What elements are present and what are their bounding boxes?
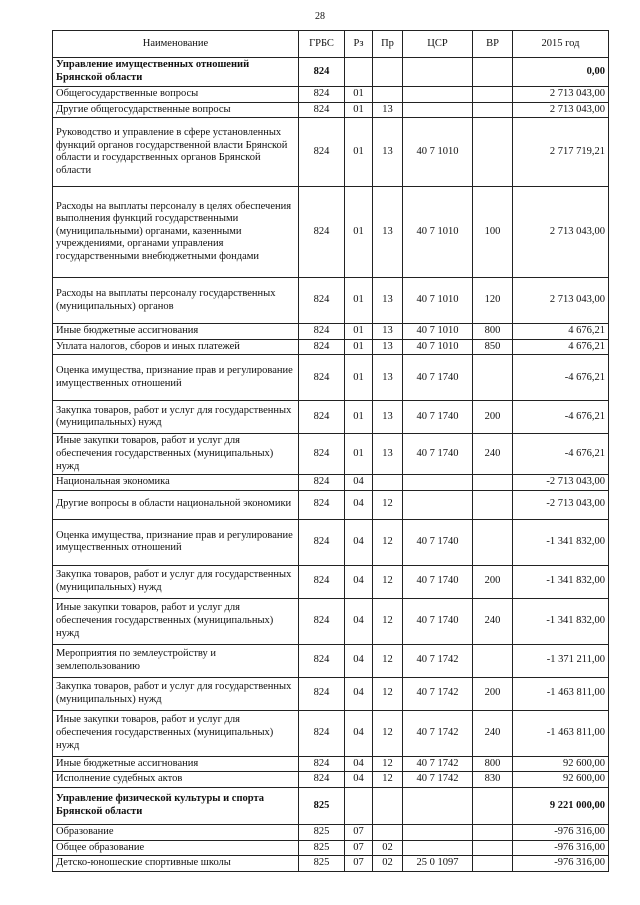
row-rz: 04 — [345, 772, 373, 788]
row-amount: -4 676,21 — [513, 434, 609, 475]
table-row — [53, 565, 609, 598]
row-csr: 40 7 1742 — [403, 710, 473, 756]
row-csr: 40 7 1742 — [403, 644, 473, 677]
table-row — [53, 278, 609, 324]
row-csr: 40 7 1010 — [403, 278, 473, 324]
row-pr: 12 — [373, 644, 403, 677]
row-grbs: 824 — [299, 756, 345, 772]
row-rz — [345, 58, 373, 87]
row-grbs: 824 — [299, 278, 345, 324]
row-csr — [403, 475, 473, 491]
row-rz: 04 — [345, 565, 373, 598]
row-rz: 01 — [345, 401, 373, 434]
row-name: Расходы на выплаты персоналу в целях обеспечения выполнения функций государственными (муниципальными) органами, казенными учреждениями, органами управления государственными внебюджетными фондами — [53, 187, 299, 278]
row-name: Детско-юношеские спортивные школы — [53, 856, 299, 872]
row-name: Иные закупки товаров, работ и услуг для обеспечения государственных (муниципальных) нужд — [53, 434, 299, 475]
row-name: Закупка товаров, работ и услуг для государственных (муниципальных) нужд — [53, 401, 299, 434]
row-pr: 13 — [373, 187, 403, 278]
row-vr: 240 — [473, 710, 513, 756]
row-csr — [403, 87, 473, 103]
header-year: 2015 год — [513, 31, 609, 58]
row-rz: 04 — [345, 756, 373, 772]
row-amount: 4 676,21 — [513, 324, 609, 340]
row-amount: -2 713 043,00 — [513, 490, 609, 519]
row-amount: -976 316,00 — [513, 840, 609, 856]
row-name: Закупка товаров, работ и услуг для государственных (муниципальных) нужд — [53, 677, 299, 710]
row-csr: 40 7 1742 — [403, 772, 473, 788]
row-pr — [373, 87, 403, 103]
row-vr: 200 — [473, 401, 513, 434]
row-amount: -1 341 832,00 — [513, 519, 609, 565]
row-amount: 92 600,00 — [513, 756, 609, 772]
table-row — [53, 118, 609, 187]
row-grbs: 824 — [299, 644, 345, 677]
row-rz: 01 — [345, 324, 373, 340]
table-header-row — [53, 31, 609, 58]
row-pr: 12 — [373, 756, 403, 772]
row-amount: -1 463 811,00 — [513, 677, 609, 710]
row-name: Иные закупки товаров, работ и услуг для обеспечения государственных (муниципальных) нужд — [53, 710, 299, 756]
row-csr: 40 7 1740 — [403, 519, 473, 565]
row-amount: 2 713 043,00 — [513, 187, 609, 278]
row-pr — [373, 475, 403, 491]
row-rz: 01 — [345, 118, 373, 187]
row-name: Оценка имущества, признание прав и регулирование имущественных отношений — [53, 519, 299, 565]
row-vr — [473, 87, 513, 103]
table-row — [53, 355, 609, 401]
row-vr: 800 — [473, 756, 513, 772]
table-row — [53, 475, 609, 491]
row-rz: 04 — [345, 490, 373, 519]
row-amount: 2 713 043,00 — [513, 102, 609, 118]
row-pr: 12 — [373, 710, 403, 756]
header-csr: ЦСР — [403, 31, 473, 58]
row-grbs: 825 — [299, 824, 345, 840]
table-row — [53, 840, 609, 856]
row-pr — [373, 787, 403, 824]
row-name: Общее образование — [53, 840, 299, 856]
row-vr: 200 — [473, 565, 513, 598]
row-grbs: 824 — [299, 102, 345, 118]
row-grbs: 824 — [299, 490, 345, 519]
row-vr — [473, 58, 513, 87]
row-amount: 2 713 043,00 — [513, 278, 609, 324]
row-rz: 01 — [345, 187, 373, 278]
table-row — [53, 598, 609, 644]
row-grbs: 824 — [299, 187, 345, 278]
table-row — [53, 324, 609, 340]
row-csr: 40 7 1742 — [403, 677, 473, 710]
row-vr — [473, 118, 513, 187]
row-grbs: 824 — [299, 519, 345, 565]
row-name: Руководство и управление в сфере установленных функций органов государственной власти Брянской области и государственных органов Брянской области — [53, 118, 299, 187]
row-name: Другие общегосударственные вопросы — [53, 102, 299, 118]
row-amount: 4 676,21 — [513, 339, 609, 355]
row-vr — [473, 519, 513, 565]
row-csr — [403, 490, 473, 519]
row-grbs: 824 — [299, 598, 345, 644]
row-pr — [373, 824, 403, 840]
page-number: 28 — [315, 11, 325, 22]
row-name: Оценка имущества, признание прав и регулирование имущественных отношений — [53, 355, 299, 401]
row-amount: -976 316,00 — [513, 824, 609, 840]
row-name: Иные бюджетные ассигнования — [53, 756, 299, 772]
header-vr: ВР — [473, 31, 513, 58]
row-pr: 12 — [373, 772, 403, 788]
row-name: Управление имущественных отношений Брянской области — [53, 58, 299, 87]
table-row — [53, 519, 609, 565]
row-vr — [473, 490, 513, 519]
table-row — [53, 401, 609, 434]
row-grbs: 824 — [299, 355, 345, 401]
table-row — [53, 87, 609, 103]
row-amount: -1 341 832,00 — [513, 598, 609, 644]
row-vr: 100 — [473, 187, 513, 278]
row-name: Иные закупки товаров, работ и услуг для обеспечения государственных (муниципальных) нужд — [53, 598, 299, 644]
budget-table — [52, 30, 609, 872]
table-row — [53, 677, 609, 710]
row-rz: 04 — [345, 519, 373, 565]
row-vr — [473, 787, 513, 824]
row-csr: 40 7 1740 — [403, 355, 473, 401]
row-amount: -4 676,21 — [513, 401, 609, 434]
row-rz: 04 — [345, 710, 373, 756]
row-pr: 12 — [373, 519, 403, 565]
row-rz: 01 — [345, 278, 373, 324]
row-vr: 800 — [473, 324, 513, 340]
row-rz: 01 — [345, 339, 373, 355]
table-row — [53, 856, 609, 872]
table-row — [53, 756, 609, 772]
row-rz: 07 — [345, 856, 373, 872]
row-vr — [473, 840, 513, 856]
row-amount: -1 341 832,00 — [513, 565, 609, 598]
table-row — [53, 824, 609, 840]
row-rz: 01 — [345, 434, 373, 475]
table-row — [53, 490, 609, 519]
row-name: Образование — [53, 824, 299, 840]
row-name: Другие вопросы в области национальной экономики — [53, 490, 299, 519]
row-grbs: 824 — [299, 565, 345, 598]
row-grbs: 824 — [299, 58, 345, 87]
row-name: Уплата налогов, сборов и иных платежей — [53, 339, 299, 355]
row-csr — [403, 787, 473, 824]
row-grbs: 824 — [299, 772, 345, 788]
row-csr: 40 7 1010 — [403, 339, 473, 355]
row-vr — [473, 475, 513, 491]
row-grbs: 824 — [299, 677, 345, 710]
row-grbs: 824 — [299, 118, 345, 187]
row-amount: -2 713 043,00 — [513, 475, 609, 491]
row-rz: 07 — [345, 840, 373, 856]
table-row — [53, 644, 609, 677]
table-row — [53, 787, 609, 824]
row-amount: -4 676,21 — [513, 355, 609, 401]
row-pr: 13 — [373, 324, 403, 340]
row-csr: 40 7 1010 — [403, 324, 473, 340]
row-name: Мероприятия по землеустройству и землепользованию — [53, 644, 299, 677]
row-pr: 12 — [373, 565, 403, 598]
row-grbs: 824 — [299, 475, 345, 491]
table-row — [53, 58, 609, 87]
table-row — [53, 102, 609, 118]
row-name: Общегосударственные вопросы — [53, 87, 299, 103]
row-amount: 2 713 043,00 — [513, 87, 609, 103]
table-row — [53, 772, 609, 788]
row-vr — [473, 824, 513, 840]
row-vr: 120 — [473, 278, 513, 324]
row-name: Закупка товаров, работ и услуг для государственных (муниципальных) нужд — [53, 565, 299, 598]
table-row — [53, 434, 609, 475]
row-grbs: 825 — [299, 856, 345, 872]
header-name: Наименование — [53, 31, 299, 58]
row-amount: 2 717 719,21 — [513, 118, 609, 187]
row-rz: 07 — [345, 824, 373, 840]
row-rz: 01 — [345, 102, 373, 118]
row-pr — [373, 58, 403, 87]
row-name: Национальная экономика — [53, 475, 299, 491]
row-grbs: 825 — [299, 840, 345, 856]
row-vr: 240 — [473, 434, 513, 475]
row-vr: 850 — [473, 339, 513, 355]
row-vr: 200 — [473, 677, 513, 710]
table-row — [53, 710, 609, 756]
row-rz — [345, 787, 373, 824]
row-csr: 25 0 1097 — [403, 856, 473, 872]
row-grbs: 824 — [299, 339, 345, 355]
row-csr: 40 7 1740 — [403, 401, 473, 434]
row-rz: 01 — [345, 355, 373, 401]
row-grbs: 824 — [299, 434, 345, 475]
row-csr: 40 7 1010 — [403, 187, 473, 278]
row-vr — [473, 355, 513, 401]
row-name: Управление физической культуры и спорта Брянской области — [53, 787, 299, 824]
row-csr — [403, 58, 473, 87]
row-name: Исполнение судебных актов — [53, 772, 299, 788]
row-vr — [473, 856, 513, 872]
row-csr — [403, 824, 473, 840]
row-amount: 9 221 000,00 — [513, 787, 609, 824]
row-rz: 04 — [345, 644, 373, 677]
row-grbs: 824 — [299, 324, 345, 340]
row-rz: 04 — [345, 475, 373, 491]
row-amount: 92 600,00 — [513, 772, 609, 788]
row-grbs: 824 — [299, 710, 345, 756]
row-pr: 12 — [373, 598, 403, 644]
row-csr: 40 7 1740 — [403, 598, 473, 644]
row-vr: 240 — [473, 598, 513, 644]
row-pr: 13 — [373, 102, 403, 118]
table-row — [53, 339, 609, 355]
row-vr: 830 — [473, 772, 513, 788]
row-amount: -1 371 211,00 — [513, 644, 609, 677]
row-pr: 13 — [373, 401, 403, 434]
row-amount: 0,00 — [513, 58, 609, 87]
row-csr — [403, 102, 473, 118]
row-name: Иные бюджетные ассигнования — [53, 324, 299, 340]
row-csr: 40 7 1740 — [403, 434, 473, 475]
row-pr: 12 — [373, 677, 403, 710]
header-pr: Пр — [373, 31, 403, 58]
row-csr: 40 7 1740 — [403, 565, 473, 598]
row-csr: 40 7 1742 — [403, 756, 473, 772]
row-pr: 13 — [373, 118, 403, 187]
table-row — [53, 187, 609, 278]
row-name: Расходы на выплаты персоналу государственных (муниципальных) органов — [53, 278, 299, 324]
row-pr: 12 — [373, 490, 403, 519]
row-csr — [403, 840, 473, 856]
row-pr: 13 — [373, 434, 403, 475]
row-pr: 02 — [373, 840, 403, 856]
row-vr — [473, 644, 513, 677]
row-grbs: 824 — [299, 401, 345, 434]
header-rz: Рз — [345, 31, 373, 58]
row-csr: 40 7 1010 — [403, 118, 473, 187]
row-pr: 13 — [373, 355, 403, 401]
row-rz: 04 — [345, 598, 373, 644]
row-amount: -1 463 811,00 — [513, 710, 609, 756]
header-grbs: ГРБС — [299, 31, 345, 58]
row-amount: -976 316,00 — [513, 856, 609, 872]
row-pr: 13 — [373, 339, 403, 355]
row-pr: 02 — [373, 856, 403, 872]
row-rz: 01 — [345, 87, 373, 103]
row-vr — [473, 102, 513, 118]
row-grbs: 825 — [299, 787, 345, 824]
row-rz: 04 — [345, 677, 373, 710]
row-grbs: 824 — [299, 87, 345, 103]
row-pr: 13 — [373, 278, 403, 324]
